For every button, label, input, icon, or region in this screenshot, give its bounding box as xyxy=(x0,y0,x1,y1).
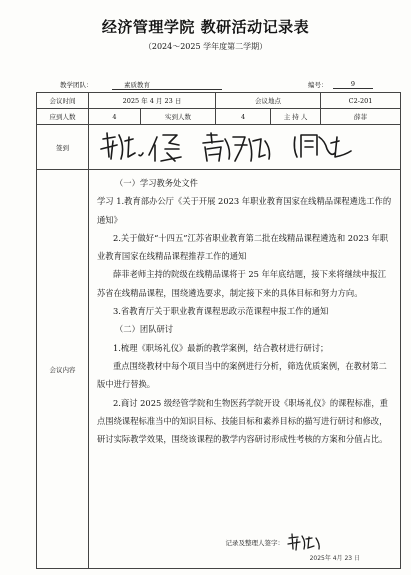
recorder-area xyxy=(89,536,390,564)
actual-label: 实到人数 xyxy=(141,109,216,125)
record-table xyxy=(36,92,401,569)
expected-value: 4 xyxy=(89,109,141,125)
sign-row xyxy=(37,125,401,170)
handwritten-signatures xyxy=(95,127,395,167)
page-title: 经济管理学院 教研活动记录表 xyxy=(101,18,310,36)
s2-paragraph-2: 重点围绕教材中每个项目当中的案例进行分析，筛选优质案例，在教材第二版中进行替换。 xyxy=(97,360,387,390)
s2-paragraph-1: 1.梳理《职场礼仪》最新的教学案例，结合教材进行研讨； xyxy=(113,342,329,353)
content-row xyxy=(37,170,401,569)
signatures xyxy=(89,125,401,170)
expected-label: 应到人数 xyxy=(37,109,89,125)
record-date: 2025年 4月 23 日 xyxy=(309,555,361,562)
s1-paragraph-1: 学习 1.教育部办公厅《关于开展 2023 年职业教育国家在线精品课程遴选工作的通知》 xyxy=(97,196,392,225)
time-place-row xyxy=(37,93,401,109)
content-label: 会议内容 xyxy=(37,170,89,569)
number-label: 编号： xyxy=(308,81,328,89)
place-value: C2-201 xyxy=(321,93,401,109)
page-subtitle: （2024～2025 学年度第二学期） xyxy=(143,42,268,51)
recorder-label: 记录及整理人签字： xyxy=(225,539,285,547)
meta-row xyxy=(50,80,395,92)
s2-paragraph-3: 2.商讨 2025 级经管学院和生物医药学院开设《职场礼仪》的课程标准，重点围绕课程标准当中的知识目标、技能目标和素养目标的描写进行研讨和修改，研讨实际教学效果，围绕该课程的教学内容研讨形成性考核的方案和分值占比。 xyxy=(97,397,388,445)
place-label: 会议地点 xyxy=(216,93,321,109)
attendance-row xyxy=(37,109,401,125)
host-value: 薛菲 xyxy=(321,109,401,125)
actual-value: 4 xyxy=(216,109,271,125)
section1-title: （一）学习教务处文件 xyxy=(115,178,198,188)
content-cell xyxy=(89,170,401,569)
host-label: 主 持 人 xyxy=(271,109,321,125)
s1-paragraph-2: 2.关于做好“十四五”江苏省职业教育第二批在线精品课程遴选和 2023 年职业教育国家在线精品课程推荐工作的通知 xyxy=(97,232,389,262)
s1-paragraph-3: 薛菲老师主持的院级在线精品课将于 25 年年底结题，接下来将继续申报江苏省在线精品课程，围绕遴选要求，制定接下来的具体目标和努力方向。 xyxy=(97,269,387,298)
time-label: 会议时间 xyxy=(37,93,89,109)
recorder-signature xyxy=(286,532,330,552)
team-label: 教学团队： xyxy=(60,81,93,89)
sign-label: 签到 xyxy=(37,125,89,170)
s1-paragraph-4: 3.省教育厅关于职业教育课程思政示范课程申报工作的通知 xyxy=(113,306,329,317)
time-value: 2025 年 4 月 23 日 xyxy=(89,93,216,109)
team-value: 素质教育 xyxy=(112,80,222,90)
meeting-content xyxy=(89,170,400,448)
number-value: 9 xyxy=(333,80,373,89)
section2-title: （二）团队研讨 xyxy=(115,324,174,335)
